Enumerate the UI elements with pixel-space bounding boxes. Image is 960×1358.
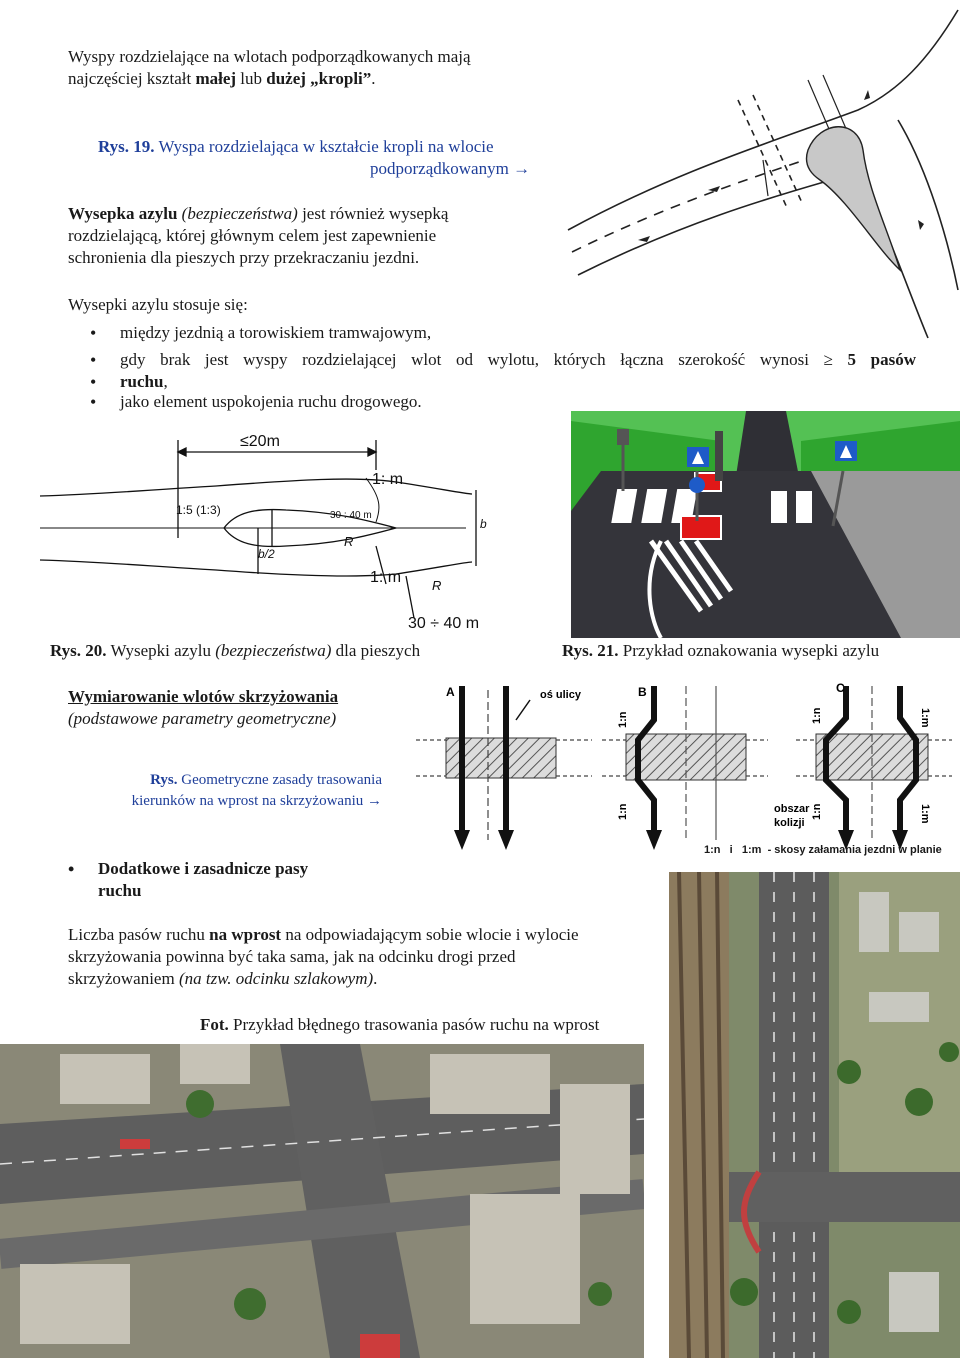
dimension-ticks bbox=[178, 440, 376, 538]
slope-label-top: 1: m bbox=[372, 471, 404, 488]
kolizji-label: kolizji bbox=[774, 817, 805, 829]
label-a: A bbox=[446, 685, 455, 699]
list-intro: Wysepki azylu stosuje się: bbox=[68, 295, 248, 314]
minor-road-edge-right bbox=[898, 120, 958, 290]
dim-top-label: ≤20m bbox=[240, 433, 280, 450]
geo-caption: Rys. Geometryczne zasady trasowania kierunków na wprost na skrzyżowaniu → bbox=[131, 772, 382, 809]
slope-label-left: 1:5 (1:3) bbox=[176, 503, 221, 517]
fig19-junction-drawing bbox=[558, 0, 960, 340]
slope-label-bottom: 1: m bbox=[370, 569, 402, 586]
dim-mid-label: 30 : 40 m bbox=[330, 510, 372, 521]
liczba-paragraph: Liczba pasów ruchu na wprost na odpowiadającym sobie wlocie i wylocie skrzyżowania powinna być taka sama, jak na odcinku drogi przed skrzyżowaniem (na tzw. odcinku szlakowym). bbox=[68, 925, 579, 988]
greater-equal-icon: ≥ bbox=[823, 350, 833, 369]
width-b-label: b bbox=[480, 517, 487, 531]
cross-street bbox=[729, 1172, 960, 1222]
intro-paragraph bbox=[68, 46, 548, 90]
list-item: • jako element uspokojenia ruchu drogowego. bbox=[68, 391, 916, 413]
slope-n-2: 1:n bbox=[617, 803, 629, 820]
radius-label-2: R bbox=[432, 578, 442, 593]
drop-island-shape bbox=[807, 127, 901, 270]
list-item: • gdy brak jest wyspy rozdzielającej wlot od wylotu, których łączna szerokość wynosi ≥ 5 pasów bbox=[68, 349, 916, 371]
diagram-a bbox=[416, 685, 592, 850]
list-item: • między jezdnią a torowiskiem tramwajowym, bbox=[68, 322, 916, 344]
diagram-b bbox=[602, 685, 768, 850]
slope-n-3: 1:n bbox=[811, 707, 823, 724]
obszar-label: obszar bbox=[774, 803, 810, 815]
main-road-edge-upper bbox=[568, 10, 958, 230]
aerial-photo-right bbox=[669, 872, 960, 1358]
list-item: • Dodatkowe i zasadnicze pasy ruchu bbox=[46, 858, 386, 902]
road-edge-bottom bbox=[40, 560, 472, 576]
geometry-diagrams bbox=[416, 680, 960, 866]
fot-caption: Fot. Przykład błędnego trasowania pasów ruchu na wprost bbox=[200, 1015, 600, 1034]
dodatkowe-list bbox=[46, 858, 386, 907]
fig19-caption: Rys. 19. Wyspa rozdzielająca w kształcie kropli na wlocie podporządkowanym → bbox=[98, 137, 531, 178]
half-width-label: b/2 bbox=[258, 547, 275, 561]
intro-line-2: najczęściej kształt małej lub dużej „kropli”. bbox=[68, 69, 376, 88]
os-ulicy-label: oś ulicy bbox=[540, 689, 581, 701]
crosswalk-lines bbox=[738, 95, 803, 210]
fig20-caption: Rys. 20. Wysepki azylu (bezpieczeństwa) dla pieszych bbox=[50, 641, 421, 660]
radius-label-1: R bbox=[344, 534, 354, 549]
fig21-caption: Rys. 21. Przykład oznakowania wysepki azylu bbox=[562, 641, 880, 660]
arrow-right-icon: → bbox=[513, 159, 531, 178]
slope-n-4: 1:n bbox=[811, 803, 823, 820]
fig21-crossing-render bbox=[571, 411, 960, 638]
slope-n-1: 1:n bbox=[617, 711, 629, 728]
label-b: B bbox=[638, 685, 647, 699]
signal-post bbox=[715, 431, 723, 481]
wymiar-title: Wymiarowanie wlotów skrzyżowania bbox=[68, 687, 339, 706]
dim-bottom-label: 30 ÷ 40 m bbox=[408, 615, 480, 632]
fig20-island-drawing bbox=[36, 428, 504, 636]
slope-note: 1:n i 1:m - skosy załamania jezdni w planie bbox=[704, 844, 942, 856]
intro-line-1: Wyspy rozdzielające na wlotach podporządkowanych mają bbox=[68, 47, 471, 66]
azyl-paragraph: Wysepka azylu (bezpieczeństwa) jest również wysepką rozdzielającą, której głównym celem jest zapewnienie schronienia dla pieszych przy przekraczaniu jezdni. bbox=[68, 204, 449, 267]
wymiar-subtitle: (podstawowe parametry geometryczne) bbox=[68, 709, 337, 728]
slope-m-2: 1:m bbox=[919, 804, 931, 824]
wymiar-heading bbox=[68, 686, 338, 730]
label-c: C bbox=[836, 681, 845, 695]
usage-list bbox=[68, 322, 916, 398]
aerial-photo-left bbox=[0, 1044, 644, 1358]
diagram-c bbox=[774, 681, 952, 850]
road-edge-top bbox=[40, 479, 472, 496]
slope-m-1: 1:m bbox=[919, 708, 931, 728]
list-item-continuation: • ruchu, bbox=[68, 371, 916, 393]
arrow-right-icon: → bbox=[367, 793, 382, 809]
refuge-island-red bbox=[681, 516, 721, 539]
